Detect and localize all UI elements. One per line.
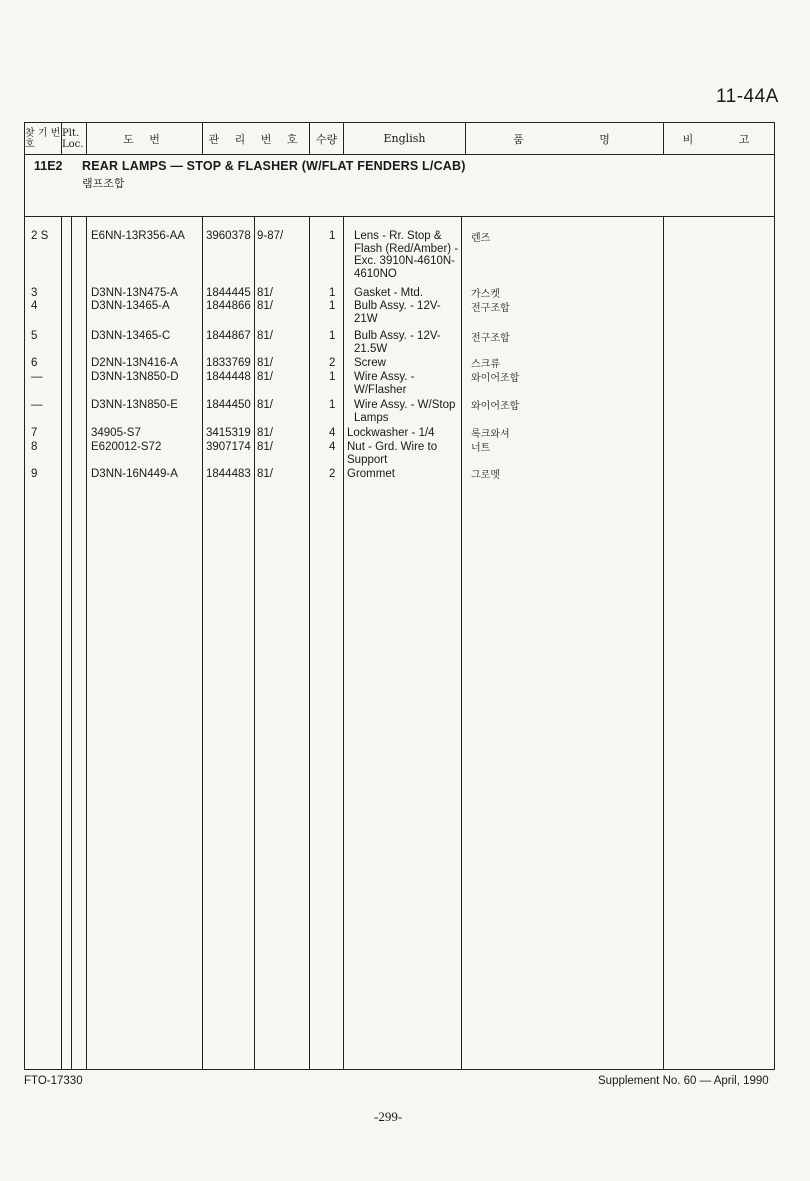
row-item: —: [31, 371, 43, 383]
row-description: Lens - Rr. Stop & Flash (Red/Amber) - Exc. 3910N-4610N-4610NO: [354, 230, 459, 280]
row-korean: 전구조합: [471, 303, 510, 314]
row-korean: 와이어조합: [471, 373, 520, 384]
footer-code: FTO-17330: [24, 1075, 83, 1087]
header-control-no: 관 리 번 호: [208, 132, 304, 146]
row-control-no: 3960378: [206, 230, 251, 242]
row-korean: 전구조합: [471, 333, 510, 344]
row-item: 9: [31, 468, 38, 480]
row-description: Screw: [354, 357, 386, 369]
section-id: 11E2: [34, 159, 63, 173]
row-item: 5: [31, 330, 38, 342]
header-korean-name: 품 명: [513, 132, 616, 146]
row-part-no: E6NN-13R356-AA: [91, 230, 185, 242]
row-korean: 렌즈: [471, 233, 491, 244]
row-korean: 록크와셔: [471, 429, 510, 440]
row-control-no: 1833769: [206, 357, 251, 369]
row-qty: 1: [329, 230, 336, 242]
header-part-no: 도 번: [123, 132, 166, 146]
header-remarks: 비 고: [682, 132, 756, 146]
row-date: 81/: [257, 330, 273, 342]
row-korean: 와이어조합: [471, 401, 520, 412]
row-qty: 4: [329, 427, 336, 439]
table-header: [25, 123, 774, 155]
row-description: Bulb Assy. - 12V-21.5W: [354, 330, 441, 355]
row-description: Wire Assy. - W/Flasher: [354, 371, 415, 396]
row-date: 81/: [257, 468, 273, 480]
row-qty: 4: [329, 441, 336, 453]
row-part-no: D3NN-13N850-E: [91, 399, 178, 411]
row-qty: 2: [329, 357, 336, 369]
row-part-no: D3NN-13N850-D: [91, 371, 179, 383]
row-description: Grommet: [347, 468, 395, 480]
row-date: 81/: [257, 399, 273, 411]
row-part-no: D3NN-13N475-A: [91, 287, 178, 299]
row-qty: 1: [329, 371, 336, 383]
header-qty: 수량: [315, 132, 338, 146]
row-date: 9-87/: [257, 230, 284, 242]
section-korean: 램프조합: [82, 177, 125, 190]
row-date: 81/: [257, 427, 273, 439]
row-item: 2 S: [31, 230, 49, 242]
row-description: Lockwasher - 1/4: [347, 427, 435, 439]
row-qty: 1: [329, 300, 336, 312]
row-qty: 1: [329, 287, 336, 299]
row-control-no: 3907174: [206, 441, 251, 453]
row-qty: 1: [329, 399, 336, 411]
row-description: Bulb Assy. - 12V-21W: [354, 300, 441, 325]
row-qty: 2: [329, 468, 336, 480]
row-part-no: D2NN-13N416-A: [91, 357, 178, 369]
section-title: REAR LAMPS — STOP & FLASHER (W/FLAT FENDERS L/CAB): [82, 159, 466, 173]
row-date: 81/: [257, 300, 273, 312]
row-control-no: 1844445: [206, 287, 251, 299]
row-date: 81/: [257, 441, 273, 453]
header-item-no: 찾 기 번 호: [25, 127, 61, 150]
footer-page-number: -299-: [374, 1109, 403, 1124]
page-number: 11-44A: [716, 86, 779, 107]
row-item: —: [31, 399, 43, 411]
row-qty: 1: [329, 330, 336, 342]
parts-table: [24, 122, 775, 1070]
row-date: 81/: [257, 357, 273, 369]
row-control-no: 1844448: [206, 371, 251, 383]
row-item: 6: [31, 357, 38, 369]
row-description: Wire Assy. - W/Stop Lamps: [354, 399, 456, 424]
section-header: [25, 155, 774, 217]
row-control-no: 1844866: [206, 300, 251, 312]
row-description: Gasket - Mtd.: [354, 287, 424, 299]
footer-supplement: Supplement No. 60 — April, 1990: [598, 1075, 769, 1087]
row-item: 7: [31, 427, 38, 439]
row-date: 81/: [257, 371, 273, 383]
row-control-no: 1844450: [206, 399, 251, 411]
row-part-no: D3NN-13465-C: [91, 330, 171, 342]
row-item: 4: [31, 300, 38, 312]
row-part-no: E620012-S72: [91, 441, 162, 453]
row-part-no: D3NN-16N449-A: [91, 468, 178, 480]
row-korean: 그로멧: [471, 470, 500, 481]
row-item: 3: [31, 287, 38, 299]
header-english: English: [383, 132, 426, 145]
row-description: Nut - Grd. Wire to Support: [347, 441, 438, 466]
row-korean: 가스켓: [471, 289, 500, 300]
row-control-no: 1844867: [206, 330, 251, 342]
row-date: 81/: [257, 287, 273, 299]
row-control-no: 1844483: [206, 468, 251, 480]
row-control-no: 3415319: [206, 427, 251, 439]
row-part-no: 34905-S7: [91, 427, 141, 439]
row-korean: 너트: [471, 443, 491, 454]
row-part-no: D3NN-13465-A: [91, 300, 170, 312]
row-item: 8: [31, 441, 38, 453]
header-plt-loc: Plt. Loc.: [62, 127, 84, 150]
row-korean: 스크류: [471, 359, 500, 370]
